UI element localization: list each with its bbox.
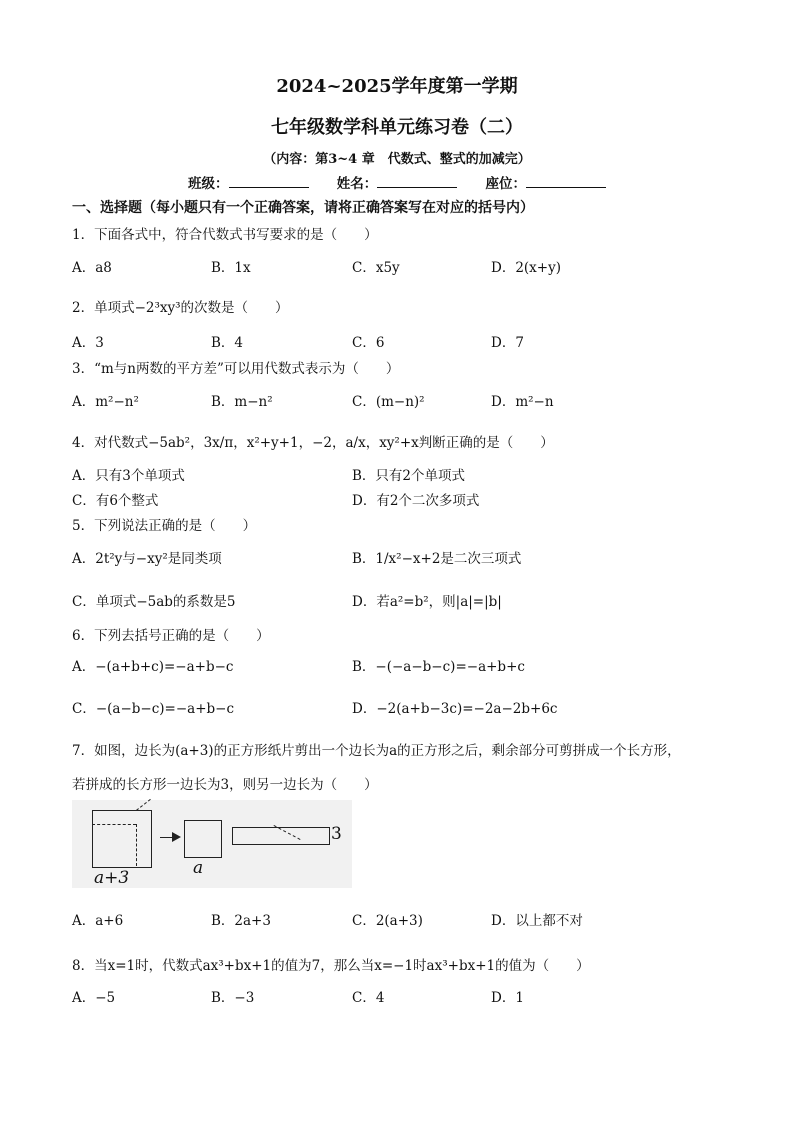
q8-option-d: D．1 [491, 990, 524, 1006]
q2-option-c: C．6 [352, 335, 385, 351]
q8-option-b: B．−3 [211, 990, 255, 1006]
q8-option-a: A．−5 [72, 990, 116, 1006]
q1-option-c: C．x5y [352, 260, 400, 276]
class-blank [229, 175, 309, 188]
question-4-stem: 4．对代数式−5ab²，3x/π，x²+y+1，−2，a/x，xy²+x判断正确的是（ ） [72, 435, 554, 451]
student-info-line [0, 172, 794, 192]
big-square [92, 810, 152, 868]
exam-title: 2024~2025学年度第一学期 [276, 76, 518, 97]
exam-subtitle: 七年级数学科单元练习卷（二） [271, 117, 523, 138]
q4-option-d: D．有2个二次多项式 [352, 493, 480, 509]
label-3: 3 [331, 824, 342, 844]
question-8-stem: 8．当x=1时，代数式ax³+bx+1的值为7，那么当x=−1时ax³+bx+1的值为（ ） [72, 958, 590, 974]
label-a-plus-3: a+3 [94, 868, 130, 888]
q7-option-a: A．a+6 [72, 913, 124, 929]
q3-option-c: C．(m−n)² [352, 394, 425, 410]
q3-option-b: B．m−n² [211, 394, 273, 410]
q1-option-d: D．2(x+y) [491, 260, 561, 276]
q6-option-d: D．−2(a+b−3c)=−2a−2b+6c [352, 701, 558, 717]
cut-line-vertical [136, 824, 137, 866]
q1-option-a: A．a8 [72, 260, 112, 276]
cut-line-diagonal [136, 799, 151, 811]
q6-option-a: A．−(a+b+c)=−a+b−c [72, 659, 234, 675]
q4-option-b: B．只有2个单项式 [352, 468, 466, 484]
name-blank [377, 175, 457, 188]
question-6-stem: 6．下列去括号正确的是（ ） [72, 628, 270, 644]
arrow-right-icon [172, 832, 181, 842]
q8-option-c: C．4 [352, 990, 385, 1006]
q2-option-a: A．3 [72, 335, 104, 351]
q4-option-a: A．只有3个单项式 [72, 468, 185, 484]
class-label: 班级： [188, 176, 229, 192]
square-cut-figure [72, 800, 352, 888]
question-7-stem-line2: 若拼成的长方形一边长为3，则另一边长为（ ） [72, 777, 378, 793]
q3-option-d: D．m²−n [491, 394, 554, 410]
q7-option-b: B．2a+3 [211, 913, 271, 929]
q6-option-b: B．−(−a−b−c)=−a+b+c [352, 659, 525, 675]
name-label: 姓名： [336, 176, 378, 192]
content-note: （内容：第3~4 章 代数式、整式的加减完） [263, 152, 531, 167]
question-1-stem: 1．下面各式中，符合代数式书写要求的是（ ） [72, 227, 378, 243]
question-7-stem: 7．如图，边长为(a+3)的正方形纸片剪出一个边长为a的正方形之后，剩余部分可剪拼成一个长方形， [72, 743, 681, 759]
section-heading: 一、选择题（每小题只有一个正确答案，请将正确答案写在对应的括号内） [72, 200, 534, 216]
q4-option-c: C．有6个整式 [72, 493, 159, 509]
label-a: a [193, 858, 204, 878]
q5-option-d: D．若a²=b²，则|a|=|b| [352, 594, 502, 610]
seat-label: 座位： [485, 176, 526, 192]
q7-option-c: C．2(a+3) [352, 913, 423, 929]
cut-line-horizontal [92, 824, 136, 825]
question-2-stem: 2．单项式−2³xy³的次数是（ ） [72, 300, 289, 316]
q6-option-c: C．−(a−b−c)=−a+b−c [72, 701, 235, 717]
q2-option-b: B．4 [211, 335, 244, 351]
q3-option-a: A．m²−n² [72, 394, 139, 410]
question-3-stem: 3．“m与n两数的平方差”可以用代数式表示为（ ） [72, 361, 400, 377]
q5-option-a: A．2t²y与−xy²是同类项 [72, 551, 222, 567]
q1-option-b: B．1x [211, 260, 251, 276]
question-5-stem: 5．下列说法正确的是（ ） [72, 518, 257, 534]
q2-option-d: D．7 [491, 335, 524, 351]
seat-blank [526, 175, 606, 188]
q5-option-c: C．单项式−5ab的系数是5 [72, 594, 236, 610]
q7-option-d: D．以上都不对 [491, 913, 583, 929]
small-square [184, 820, 222, 858]
q5-option-b: B．1/x²−x+2是二次三项式 [352, 551, 522, 567]
